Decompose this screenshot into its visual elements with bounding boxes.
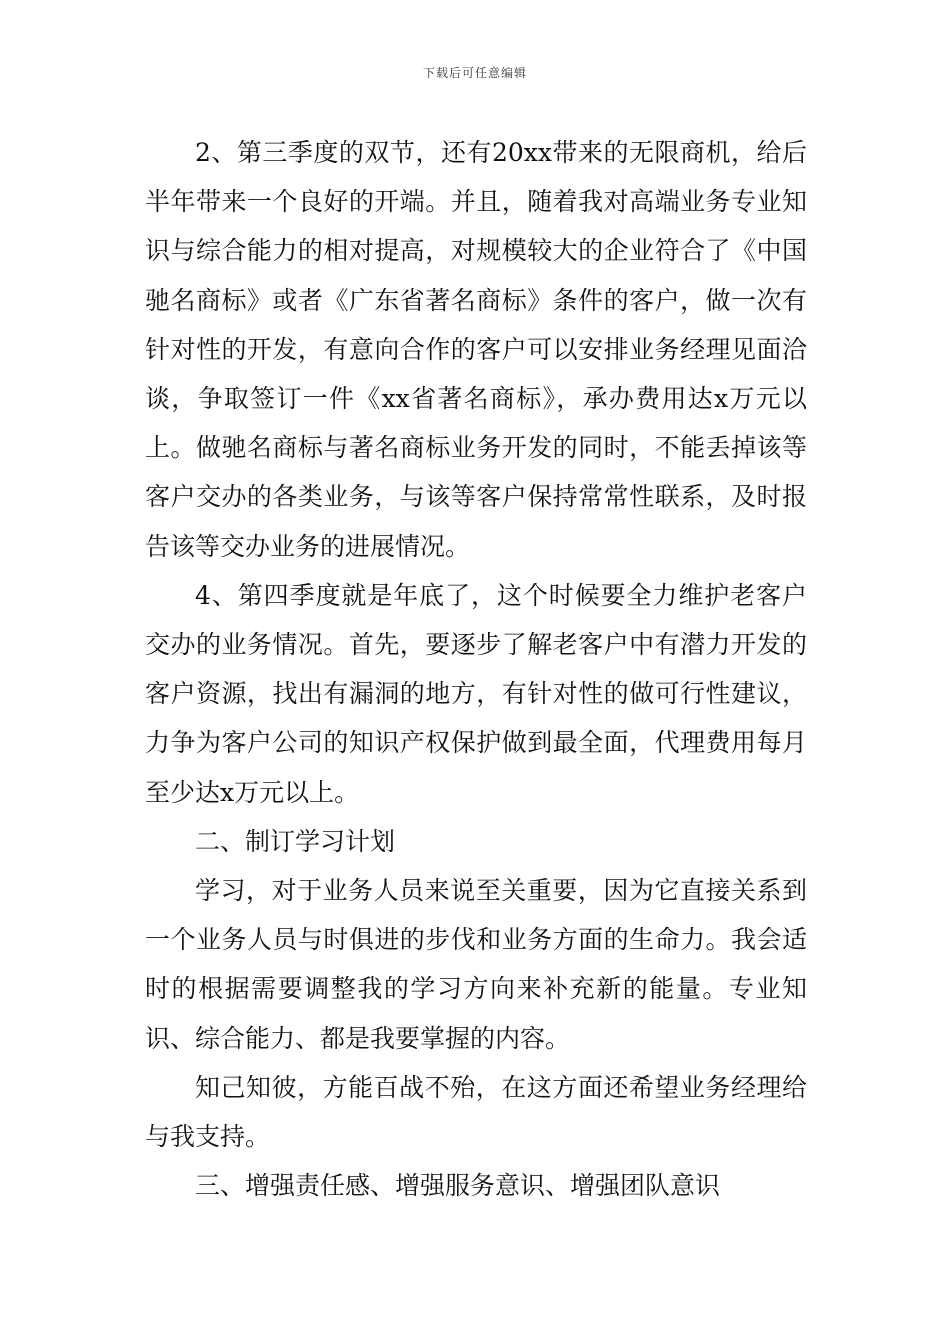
- document-body: [145, 128, 807, 1210]
- section-heading-learning-plan: 二、制订学习计划: [195, 826, 396, 856]
- section-heading-responsibility: 三、增强责任感、增强服务意识、增强团队意识: [195, 1171, 721, 1201]
- paragraph-learning: 学习，对于业务人员来说至关重要，因为它直接关系到一个业务人员与时俱进的步伐和业务方面的生命力。我会适时的根据需要调整我的学习方向来补充新的能量。专业知识、综合能力、都是我要掌握的内容。: [145, 876, 807, 1053]
- paragraph-q3-plan: 2、第三季度的双节，还有20xx带来的无限商机，给后半年带来一个良好的开端。并且，随着我对高端业务专业知识与综合能力的相对提高，对规模较大的企业符合了《中国驰名商标》或者《广东省著名商标》条件的客户，做一次有针对性的开发，有意向合作的客户可以安排业务经理见面洽谈，争取签订一件《xx省著名商标》，承办费用达x万元以上。做驰名商标与著名商标业务开发的同时，不能丢掉该等客户交办的各类业务，与该等客户保持常常性联系，及时报告该等交办业务的进展情况。: [145, 138, 807, 561]
- page-header: 下载后可任意编辑: [422, 66, 527, 80]
- paragraph-know-yourself: 知己知彼，方能百战不殆，在这方面还希望业务经理给与我支持。: [145, 1072, 807, 1152]
- paragraph-q4-plan: 4、第四季度就是年底了，这个时候要全力维护老客户交办的业务情况。首先，要逐步了解老客户中有潜力开发的客户资源，找出有漏洞的地方，有针对性的做可行性建议，力争为客户公司的知识产权保护做到最全面，代理费用每月至少达x万元以上。: [145, 580, 807, 807]
